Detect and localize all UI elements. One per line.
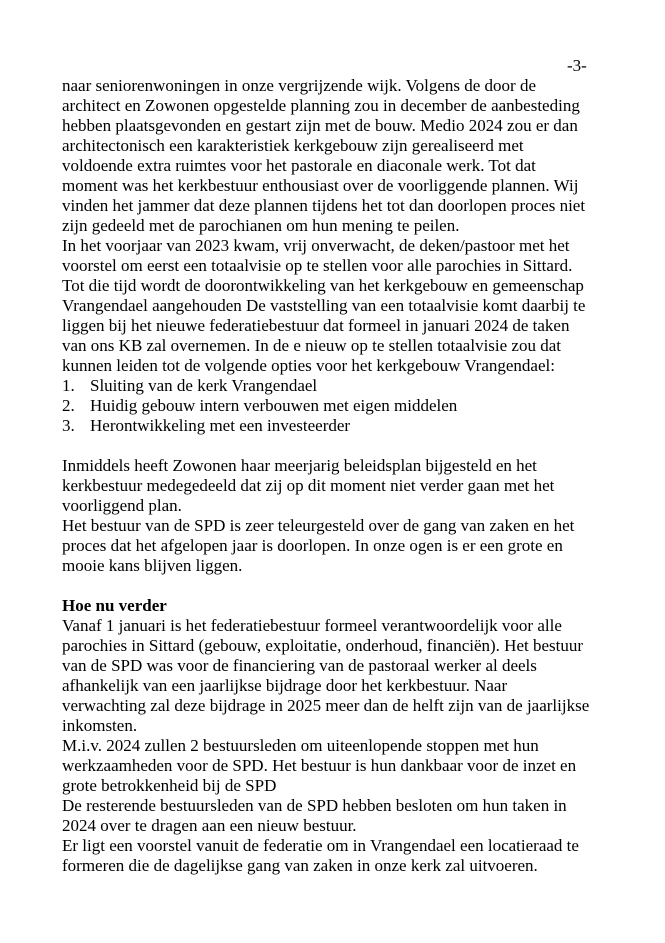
list-item — [62, 396, 622, 416]
text-line: proces dat het afgelopen jaar is doorlopen. In onze ogen is er een grote en — [62, 536, 563, 555]
text-line: verwachting zal deze bijdrage in 2025 meer dan de helft zijn van de jaarlijkse — [62, 696, 590, 715]
text-line: vinden het jammer dat deze plannen tijdens het tot dan doorlopen proces niet — [62, 196, 586, 215]
paragraph-8 — [62, 836, 622, 876]
text-line: voldoende extra ruimtes voor het pastorale en diaconale werk. Tot dat — [62, 156, 536, 175]
text-line: architectonisch een karakteristiek kerkgebouw zijn gerealiseerd met — [62, 136, 524, 155]
text-line: formeren die de dagelijkse gang van zaken in onze kerk zal uitvoeren. — [62, 856, 538, 875]
text-line: kunnen leiden tot de volgende opties voor het kerkgebouw Vrangendael: — [62, 356, 555, 375]
paragraph-gap — [62, 576, 622, 596]
text-line: van de SPD was voor de financiering van de pastoraal werker al deels — [62, 656, 537, 675]
text-line: Vanaf 1 januari is het federatiebestuur formeel verantwoordelijk voor alle — [62, 616, 562, 635]
text-line: liggen bij het nieuwe federatiebestuur dat formeel in januari 2024 de taken — [62, 316, 570, 335]
text-line: mooie kans blijven liggen. — [62, 556, 243, 575]
text-line: werkzaamheden voor de SPD. Het bestuur is hun dankbaar voor de inzet en — [62, 756, 577, 775]
text-line: hebben plaatsgevonden en gestart zijn met de bouw. Medio 2024 zou er dan — [62, 116, 578, 135]
text-line: In het voorjaar van 2023 kwam, vrij onverwacht, de deken/pastoor met het — [62, 236, 570, 255]
paragraph-6 — [62, 736, 622, 796]
list-number: 3. — [62, 416, 75, 435]
paragraph-7 — [62, 796, 622, 836]
text-line: afhankelijk van een jaarlijkse bijdrage door het kerkbestuur. Naar — [62, 676, 508, 695]
paragraph-3 — [62, 456, 622, 516]
text-line: Vrangendael aangehouden De vaststelling van een totaalvisie komt daarbij te — [62, 296, 586, 315]
text-line: voorliggend plan. — [62, 496, 182, 515]
paragraph-1 — [62, 76, 622, 236]
text-line: inkomsten. — [62, 716, 138, 735]
list-item — [62, 416, 622, 436]
list-text: Herontwikkeling met een investeerder — [90, 416, 351, 435]
document-body — [62, 76, 622, 876]
section-heading: Hoe nu verder — [62, 596, 167, 615]
paragraph-5 — [62, 616, 622, 736]
text-line: Er ligt een voorstel vanuit de federatie om in Vrangendael een locatieraad te — [62, 836, 579, 855]
page-number: -3- — [567, 56, 587, 75]
text-line: Tot die tijd wordt de doorontwikkeling van het kerkgebouw en gemeenschap — [62, 276, 584, 295]
list-item — [62, 376, 622, 396]
text-line: naar seniorenwoningen in onze vergrijzende wijk. Volgens de door de — [62, 76, 536, 95]
text-line: kerkbestuur medegedeeld dat zij op dit moment niet verder gaan met het — [62, 476, 555, 495]
text-line: Het bestuur van de SPD is zeer teleurgesteld over de gang van zaken en het — [62, 516, 575, 535]
list-number: 1. — [62, 376, 75, 395]
paragraph-4 — [62, 516, 622, 576]
list-text: Sluiting van de kerk Vrangendael — [90, 376, 318, 395]
paragraph-2 — [62, 236, 622, 376]
text-line: zijn gedeeld met de parochianen om hun mening te peilen. — [62, 216, 460, 235]
text-line: De resterende bestuursleden van de SPD hebben besloten om hun taken in — [62, 796, 567, 815]
text-line: van ons KB zal overnemen. In de e nieuw op te stellen totaalvisie zou dat — [62, 336, 561, 355]
text-line: M.i.v. 2024 zullen 2 bestuursleden om uiteenlopende stoppen met hun — [62, 736, 539, 755]
list-number: 2. — [62, 396, 75, 415]
text-line: moment was het kerkbestuur enthousiast over de voorliggende plannen. Wij — [62, 176, 579, 195]
text-line: grote betrokkenheid bij de SPD — [62, 776, 277, 795]
text-line: architect en Zowonen opgestelde planning zou in december de aanbesteding — [62, 96, 580, 115]
text-line: Inmiddels heeft Zowonen haar meerjarig beleidsplan bijgesteld en het — [62, 456, 537, 475]
paragraph-gap — [62, 436, 622, 456]
text-line: parochies in Sittard (gebouw, exploitatie, onderhoud, financiën). Het bestuur — [62, 636, 584, 655]
list-text: Huidig gebouw intern verbouwen met eigen middelen — [90, 396, 458, 415]
options-list — [62, 376, 622, 436]
text-line: voorstel om eerst een totaalvisie op te stellen voor alle parochies in Sittard. — [62, 256, 573, 275]
text-line: 2024 over te dragen aan een nieuw bestuur. — [62, 816, 357, 835]
